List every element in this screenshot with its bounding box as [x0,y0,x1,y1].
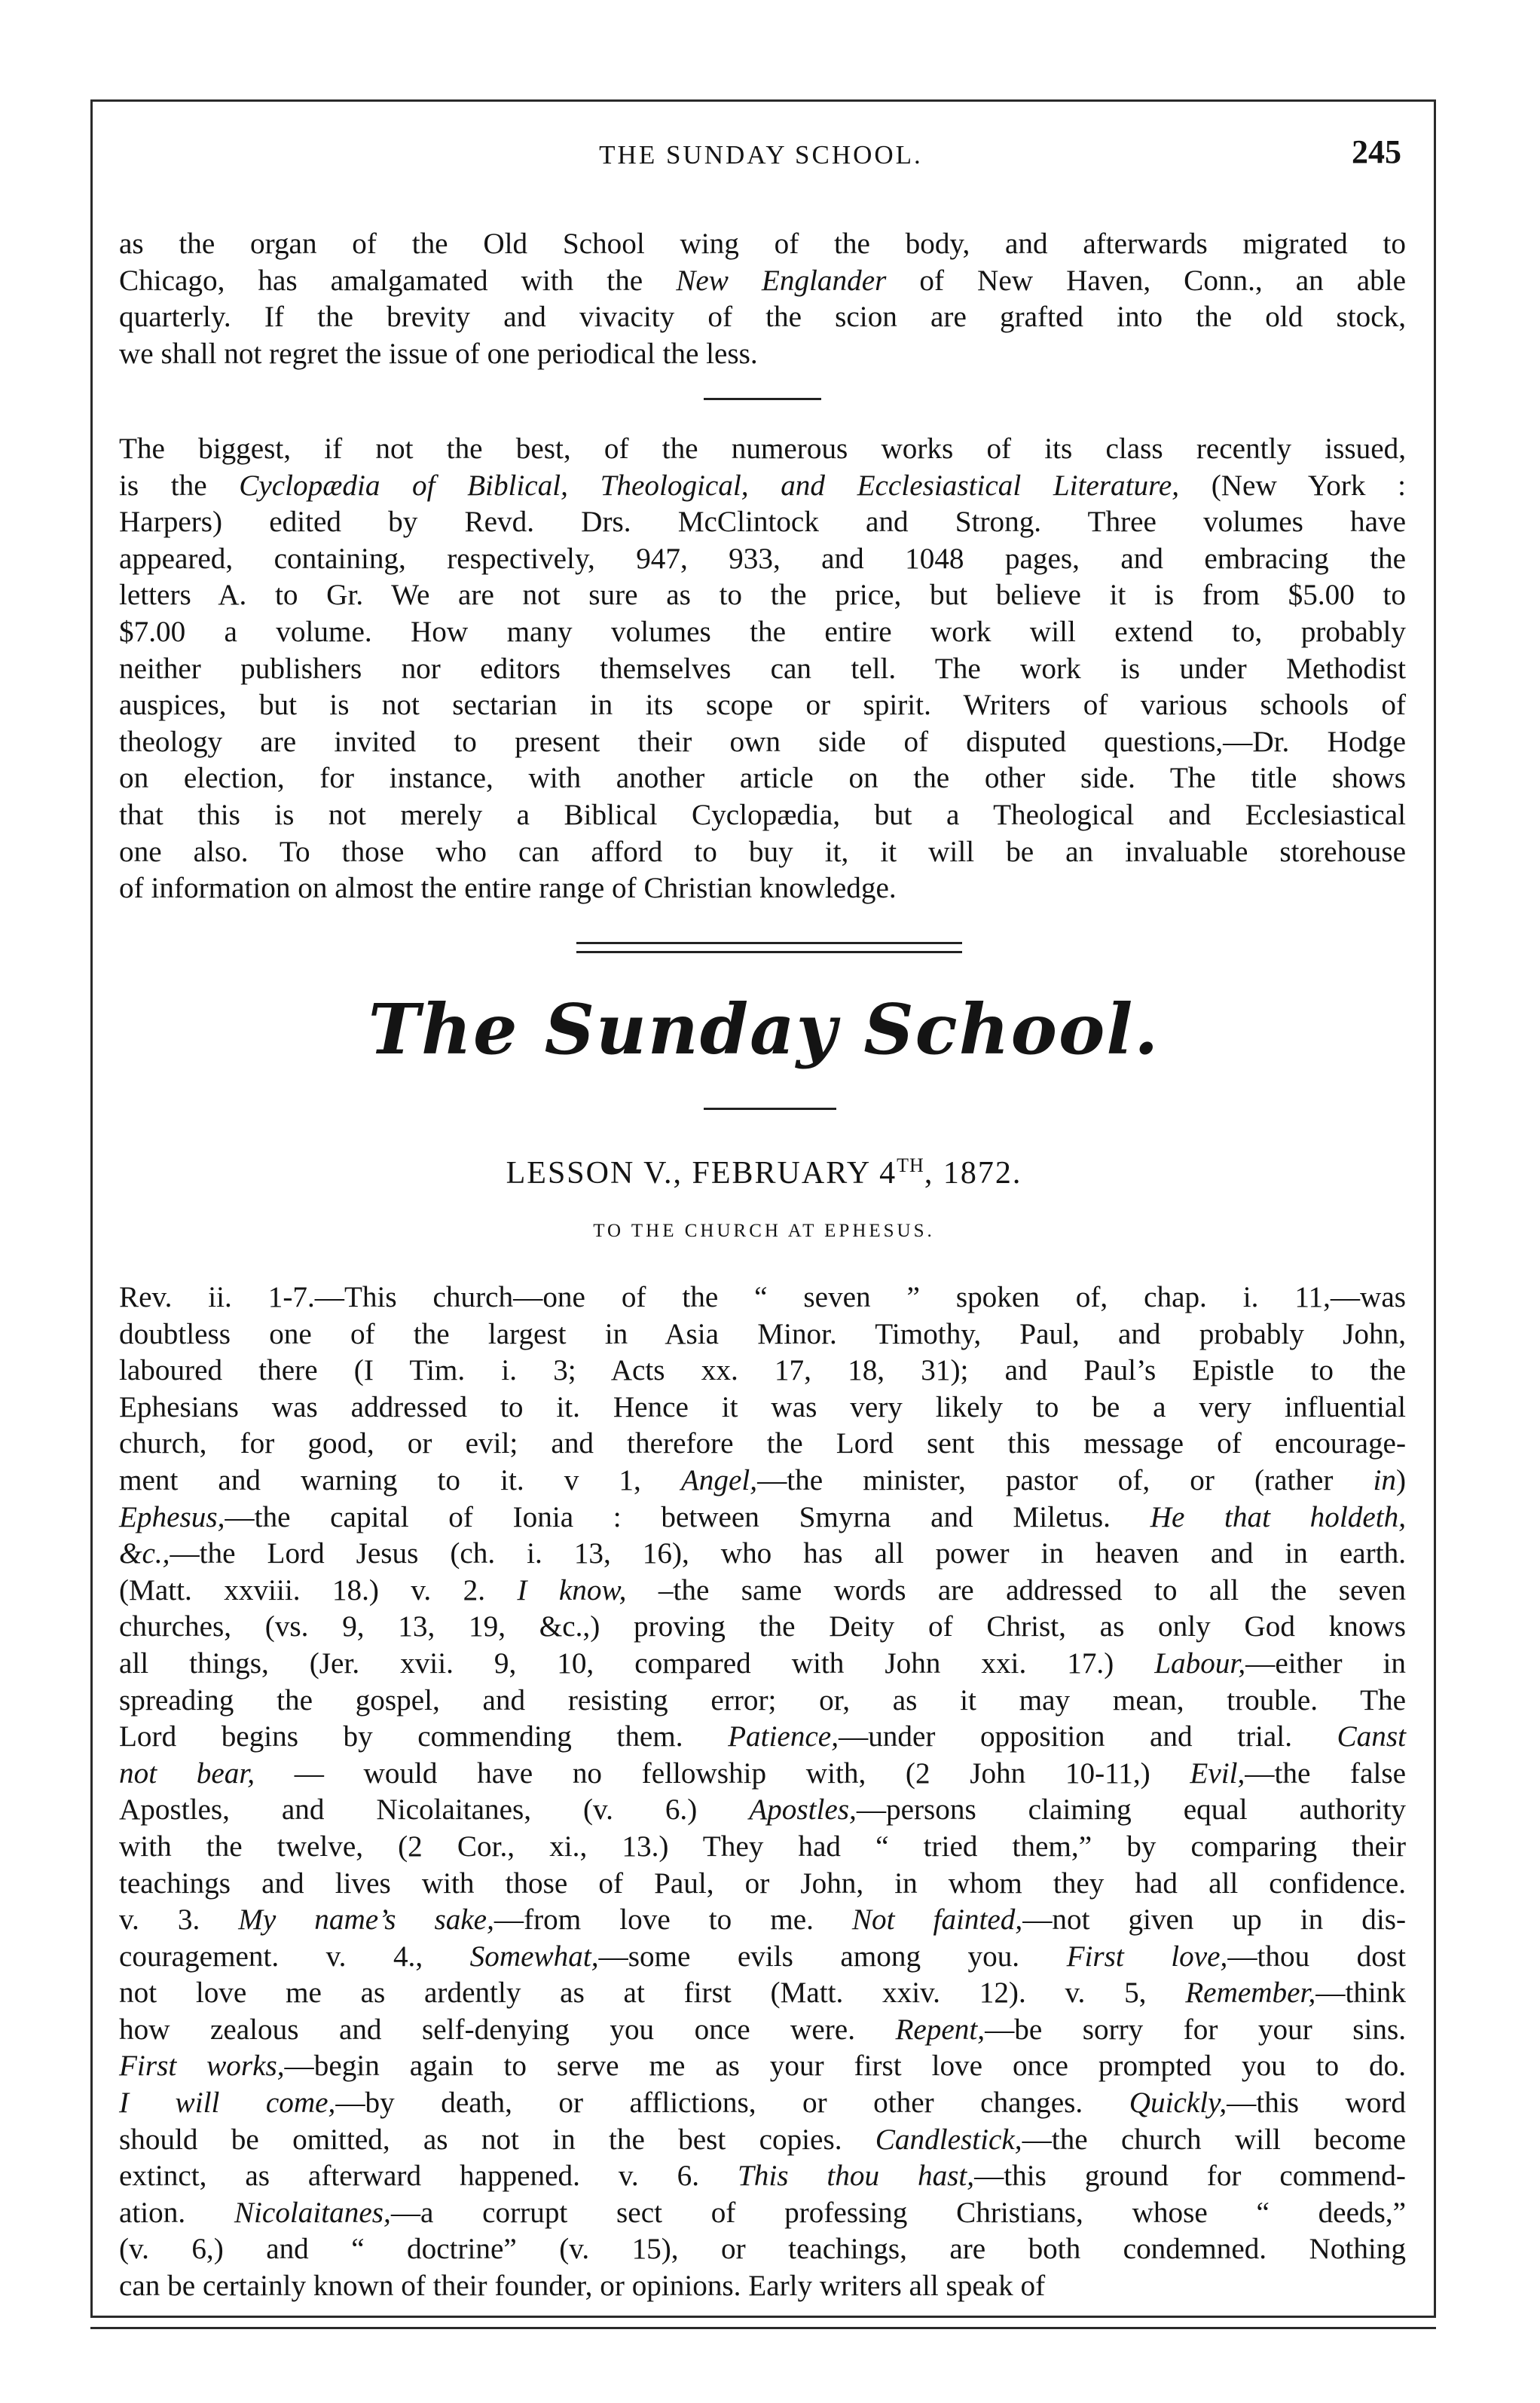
text-line: neither publishers nor editors themselves can tell. The work is under Methodist [119,652,1406,685]
paragraph-lesson-commentary [119,1279,1406,2305]
text-line: v. 3. My name’s sake,—from love to me. Not fainted,—not given up in dis- [119,1903,1407,1937]
lesson-subtitle: TO THE CHURCH AT EPHESUS. [593,1221,935,1241]
text-line: of information on almost the entire range of Christian knowledge. [119,872,897,905]
text-line: spreading the gospel, and resisting error; or, as it may mean, trouble. The [119,1683,1406,1717]
text-line: (v. 6,) and “ doctrine” (v. 15), or teachings, are both condemned. Nothing [119,2233,1406,2266]
text-line: Chicago, has amalgamated with the New Englander of New Haven, Conn., an able [119,264,1407,297]
paragraph-review-continuation [119,226,1406,372]
text-line: how zealous and self-denying you once were. Repent,—be sorry for your sins. [119,2013,1406,2046]
text-line: couragement. v. 4., Somewhat,—some evils among you. First love,—thou dost [119,1940,1407,1973]
lesson-divider-rule [704,1108,836,1110]
page-frame-bottom-rule [90,2327,1436,2329]
text-line: auspices, but is not sectarian in its scope or spirit. Writers of various schools of [119,689,1406,722]
text-line: is the Cyclopædia of Biblical, Theological, and Ecclesiastical Literature, (New York : [119,469,1406,502]
text-line: &c.,—the Lord Jesus (ch. i. 13, 16), who has all power in heaven and in earth. [119,1537,1406,1570]
text-line: appeared, containing, respectively, 947, 933, and 1048 pages, and embracing the [119,542,1406,575]
text-line: The biggest, if not the best, of the numerous works of its class recently issued, [119,433,1406,465]
lesson-heading-ordinal: TH [897,1154,924,1176]
running-head [121,133,1401,185]
text-line: can be certainly known of their founder, or opinions. Early writers all speak of [119,2270,1046,2303]
lesson-heading [121,1154,1407,1191]
lesson-heading-main: LESSON V., FEBRUARY 4 [506,1156,897,1191]
text-line: doubtless one of the largest in Asia Minor. Timothy, Paul, and probably John, [119,1317,1406,1350]
lesson-heading-year: , 1872. [924,1156,1022,1191]
text-line: we shall not regret the issue of one periodical the less. [119,337,758,370]
text-line: all things, (Jer. xvii. 9, 10, compared with John xxi. 17.) Labour,—either in [119,1646,1407,1680]
text-line: theology are invited to present their own side of disputed questions,—Dr. Hodge [119,725,1406,758]
text-line: church, for good, or evil; and therefore the Lord sent this message of encourage- [119,1427,1406,1460]
running-title: THE SUNDAY SCHOOL. [599,140,923,170]
double-rule-bottom [576,951,962,953]
text-line: laboured there (I Tim. i. 3; Acts xx. 17, 18, 31); and Paul’s Epistle to the [119,1354,1406,1387]
text-line: Apostles, and Nicolaitanes, (v. 6.) Apostles,—persons claiming equal authority [119,1793,1406,1827]
text-line: $7.00 a volume. How many volumes the entire work will extend to, probably [119,615,1406,648]
text-line: Harpers) edited by Revd. Drs. McClintock and Strong. Three volumes have [119,506,1406,539]
text-line: extinct, as afterward happened. v. 6. This thou hast,—this ground for commend- [119,2160,1406,2193]
text-line: (Matt. xxviii. 18.) v. 2. I know, –the same words are addressed to all the seven [119,1573,1406,1607]
text-line: as the organ of the Old School wing of the body, and afterwards migrated to [119,228,1406,260]
text-line: quarterly. If the brevity and vivacity of the scion are grafted into the old stock, [119,301,1406,334]
text-line: Ephesians was addressed to it. Hence it was very likely to be a very influential [119,1390,1406,1423]
text-line: Rev. ii. 1-7.—This church—one of the “ seven ” spoken of, chap. i. 11,—was [119,1281,1406,1313]
text-line: teachings and lives with those of Paul, or John, in whom they had all confidence. [119,1866,1406,1900]
page-number: 245 [1352,133,1401,170]
text-line: that this is not merely a Biblical Cyclopædia, but a Theological and Ecclesiastical [119,798,1406,831]
text-line: with the twelve, (2 Cor., xi., 13.) They had “ tried them,” by comparing their [119,1830,1406,1863]
text-line: one also. To those who can afford to buy it, it will be an invaluable storehouse [119,835,1406,868]
text-line: Ephesus,—the capital of Ionia : between Smyrna and Miletus. He that holdeth, [119,1500,1406,1533]
section-divider-rule [704,398,821,400]
text-line: on election, for instance, with another article on the other side. The title shows [119,762,1406,795]
paragraph-cyclopaedia-review [119,431,1406,907]
text-line: ment and warning to it. v 1, Angel,—the minister, pastor of, or (rather in) [119,1463,1406,1497]
text-line: First works,—begin again to serve me as your first love once prompted you to do. [119,2050,1406,2083]
section-title: The Sunday School. [368,989,1160,1070]
text-line: Lord begins by commending them. Patience,—under opposition and trial. Canst [119,1720,1407,1753]
text-line: letters A. to Gr. We are not sure as to the price, but believe it is from $5.00 to [119,579,1406,612]
double-rule-top [576,942,962,944]
text-line: I will come,—by death, or afflictions, or other changes. Quickly,—this word [119,2087,1407,2120]
text-line: not love me as ardently as at first (Matt. xxiv. 12). v. 5, Remember,—think [119,1977,1406,2010]
text-line: not bear, — would have no fellowship with, (2 John 10-11,) Evil,—the false [119,1756,1406,1790]
text-line: should be omitted, as not in the best copies. Candlestick,—the church will become [119,2123,1406,2156]
text-line: ation. Nicolaitanes,—a corrupt sect of professing Christians, whose “ deeds,” [119,2196,1407,2229]
text-line: churches, (vs. 9, 13, 19, &c.,) proving the Deity of Christ, as only God knows [119,1610,1406,1643]
